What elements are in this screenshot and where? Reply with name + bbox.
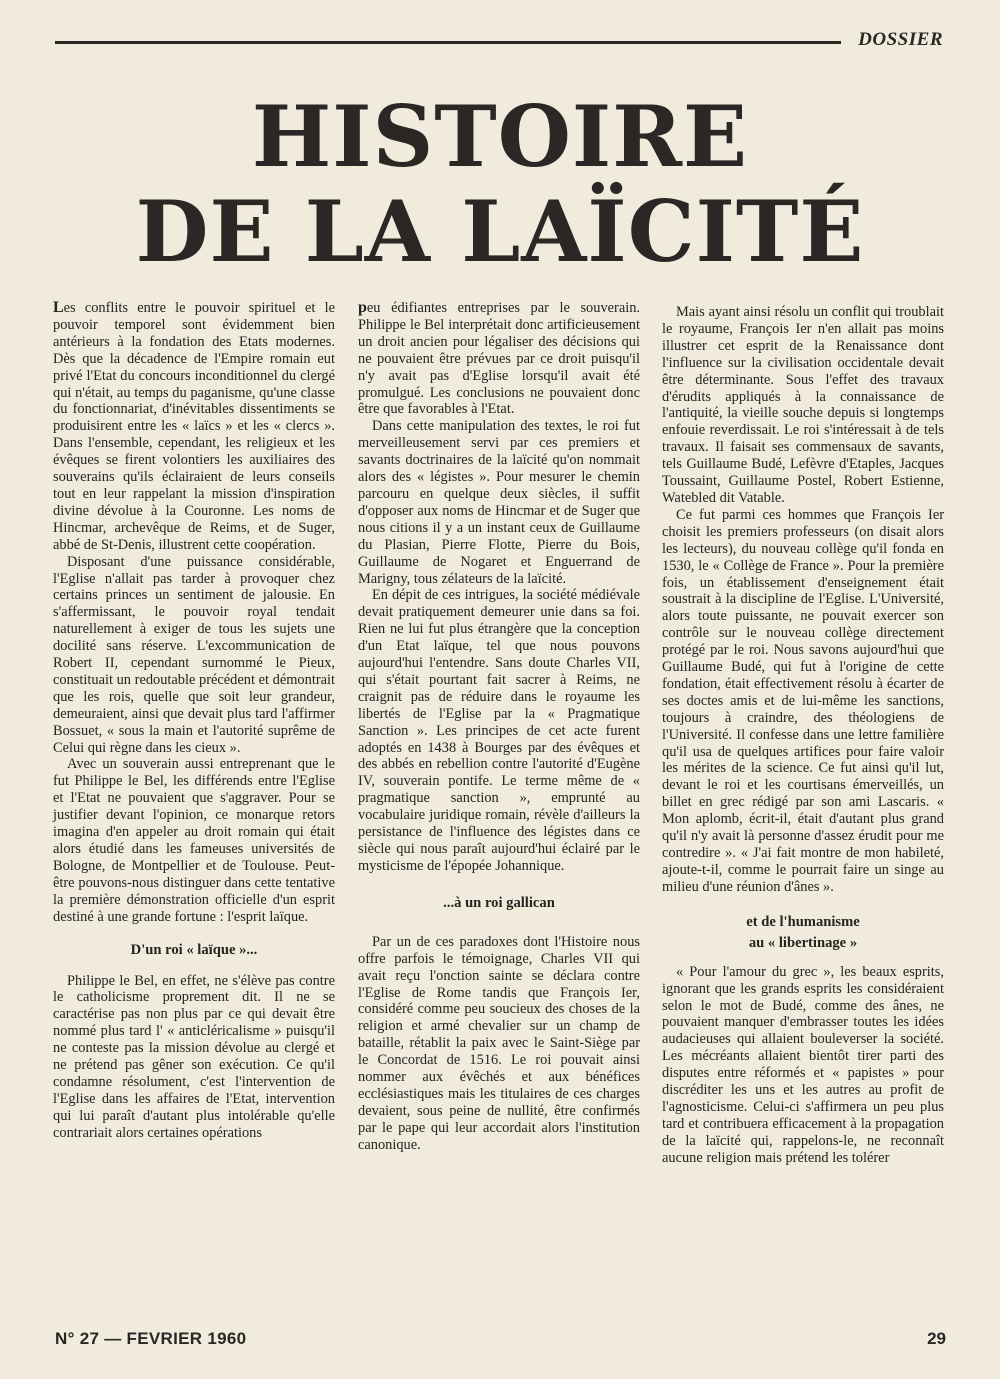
- article-title-line2: DE LA LAÏCITÉ: [135, 182, 865, 281]
- paragraph: Mais ayant ainsi résolu un conflit qui troublait le royaume, François Ier n'en allait pas moins illustrer cet esprit de la Renaissance dont l'influence sur la civilisation occidentale devait être déterminante. Sous l'effet des travaux d'érudits appliqués à la connaissance de l'antiquité, la vieille souche depuis si longtemps enfouie reverdissait. Le roi s'intéressait à de tels travaux. Il faisait ses commensaux de savants, tels Guillaume Budé, Lefèvre d'Etaples, Jacques Toussaint, Guillaume Postel, Robert Estienne, Watebled dit Vatable.: [662, 304, 944, 506]
- text-column-1: [53, 300, 335, 1142]
- paragraph: En dépit de ces intrigues, la société médiévale devait pratiquement demeurer unie dans sa foi. Rien ne lui fut plus étrangère que la conception d'un Etat laïque, tel que nous pouvons aujourd'hui l'entendre. Sans doute Charles VII, qui s'était pourtant fait sacrer à Reims, ne craignit pas de réduire dans le royaume les libertés de l'Eglise par la « Pragmatique Sanction ». Les principes de cet acte furent adoptés en 1438 à Bourges par des évêques et des abbés en rebellion contre l'autorité d'Eugène IV, souverain pontife. Le terme même de « pragmatique sanction », emprunté au vocabulaire juridique romain, révèle d'ailleurs la persistance de l'influence des légistes dans ce siècle qui nous paraît aujourd'hui éclairé par le mysticisme de l'épopée Johannique.: [358, 587, 640, 874]
- subheading-line1: et de l'humanisme: [746, 913, 860, 930]
- paragraph: Les conflits entre le pouvoir spirituel et le pouvoir temporel sont évidemment bien antérieurs à la fondation des Etats modernes. Dès que la décadence de l'Empire romain eut privé l'Etat du concours inconditionnel du clergé qui n'était, au temps du paganisme, qu'une classe du fonctionnariat, d'inévitables dissentiments se produisirent entre les « laïcs » et les « clercs ». Dans l'ensemble, cependant, les religieux et les évêques se firent volontiers les auxiliaires des souverains qu'ils éclairaient de leurs conseils tout en leur rappelant la mission d'inspiration divine dévolue à la Couronne. Les noms de Hincmar, archevêque de Reims, et de Suger, abbé de St-Denis, illustrent cette coopération.: [53, 299, 335, 553]
- text-column-2: [358, 300, 640, 1154]
- paragraph: Avec un souverain aussi entreprenant que le fut Philippe le Bel, les différends entre l'Eglise et l'Etat ne pouvaient que s'aggraver. Pour se justifier devant l'opinion, ce monarque retors imagina d'en appeler au droit romain qui était alors étudié dans les fameuses universités de Bologne, de Montpellier et de Toulouse. Peut-être pouvons-nous distinguer dans cette tentative la première démonstration officielle d'un esprit destiné à une grande fortune : l'esprit laïque.: [53, 756, 335, 925]
- subheading: D'un roi « laïque »...: [130, 941, 258, 958]
- subheading: [662, 912, 944, 954]
- subheading-line2: au « libertinage »: [748, 934, 858, 951]
- header-rule: [55, 41, 841, 44]
- paragraph: Philippe le Bel, en effet, ne s'élève pas contre le catholicisme proprement dit. Il ne se caractérise pas non plus par ce qui devait être nommé plus tard l' « anticléricalisme » puisqu'il ne conteste pas la mission dévolue au clergé et ne prétend pas gêner son exécution. Ce qu'il condamne résolument, c'est l'intervention de l'Eglise dans les affaires de l'Etat, intervention qui lui paraît d'autant plus intolérable qu'elle contrariait alors certaines opérations: [53, 972, 335, 1141]
- text-column-3: [662, 304, 944, 1167]
- article-title-line1: HISTOIRE: [251, 87, 749, 186]
- subheading: ...à un roi gallican: [443, 894, 555, 911]
- paragraph: Dans cette manipulation des textes, le roi fut merveilleusement servi par ces premiers et savants doctrinaires de la laïcité qu'on nommait alors des « légistes ». Pour mesurer le chemin parcouru en quelque deux siècles, il suffit d'opposer aux noms de Hincmar et de Suger que nous citions il y a un instant ceux de Guillaume du Plasian, Pierre Flotte, Pierre du Bois, Guillaume de Nogaret et Enguerrand de Marigny, tous zélateurs de la laïcité.: [358, 418, 640, 587]
- paragraph: peu édifiantes entreprises par le souverain. Philippe le Bel interprétait donc artificieusement un droit ancien pour légaliser des décisions qui ne pouvaient être prévues par ce droit puisqu'il n'y avait pas d'Eglise lorsqu'il avait été promulgué. Les conclusions ne pouvaient donc être que favorables à l'Etat.: [358, 299, 640, 418]
- paragraph: Disposant d'une puissance considérable, l'Eglise n'allait pas tarder à provoquer chez certains princes un sentiment de jalousie. En s'affermissant, le pouvoir royal tendait naturellement à exiger de tous les sujets une docilité sans réserve. L'excommunication de Robert II, cependant surnommé le Pieux, constituait un redoutable précédent et démontrait que les rois, quelle que soit leur grandeur, demeuraient, ainsi que devait plus tard l'affirmer Bossuet, « sous la main et l'autorité suprême de Celui qui règne dans les cieux ».: [53, 553, 335, 756]
- section-label: DOSSIER: [858, 29, 943, 50]
- issue-info: N° 27 — FEVRIER 1960: [55, 1329, 247, 1348]
- paragraph: Par un de ces paradoxes dont l'Histoire nous offre parfois le témoignage, Charles VII qui avait reçu l'onction sainte se déclara contre l'Eglise de Rome tandis que François Ier, considéré comme peu soucieux des choses de la religion et armé chevalier sur un champ de bataille, rétablit la paix avec le Saint-Siège par le Concordat de 1516. Le roi pouvait ainsi nommer aux évêchés et aux bénéfices ecclésiastiques mais les titulaires de ces charges devaient, sous peine de nullité, être confirmés par le pape qui leur accordait alors l'institution canonique.: [358, 933, 640, 1153]
- paragraph: « Pour l'amour du grec », les beaux esprits, ignorant que les grands esprits les considéraient selon le mot de Budé, comme des ânes, ne pouvaient manquer d'embrasser toutes les idées audacieuses qui allaient bouleverser la société. Les mécréants allaient bientôt tirer parti des disputes entre réformés et « papistes » pour discréditer les uns et les autres au profit de l'agnosticisme. Celui-ci s'affirmera un peu plus tard et contribuera efficacement à la propagation de la laïcité qui, rappelons-le, ne reconnaît aucune religion mais prétend les tolérer: [662, 963, 944, 1166]
- page-number: 29: [927, 1329, 946, 1348]
- paragraph: Ce fut parmi ces hommes que François Ier choisit les premiers professeurs (on disait alors les lecteurs), du nouveau collège qu'il fonda en 1530, le « Collège de France ». Pour la première fois, un établissement d'enseignement était soustrait à la discipline de l'Eglise. L'Université, alors toute puissante, ne pouvait exercer son contrôle sur le nouveau collège directement protégé par le roi. Nous savons aujourd'hui que Guillaume Budé, qui fut à l'origine de cette fondation, était effectivement résolu à écarter de ses doctes amis et de lui-même les sanctions, toujours à craindre, des théologiens de l'Université. Il confesse dans une lettre familière qu'il usa de quelques artifices pour faire valoir les mérites de la science. Ce fut ainsi qu'il lut, devant le roi et les courtisans émerveillés, un billet en grec rédigé par son ami Lascaris. « Mon aplomb, écrit-il, était d'autant plus grand qu'il n'y avait là personne d'assez érudit pour me contredire ». « J'ai fait montre de mon habileté, ajoute-t-il, comme le pourrait faire un singe au milieu d'une réunion d'ânes ».: [662, 506, 944, 895]
